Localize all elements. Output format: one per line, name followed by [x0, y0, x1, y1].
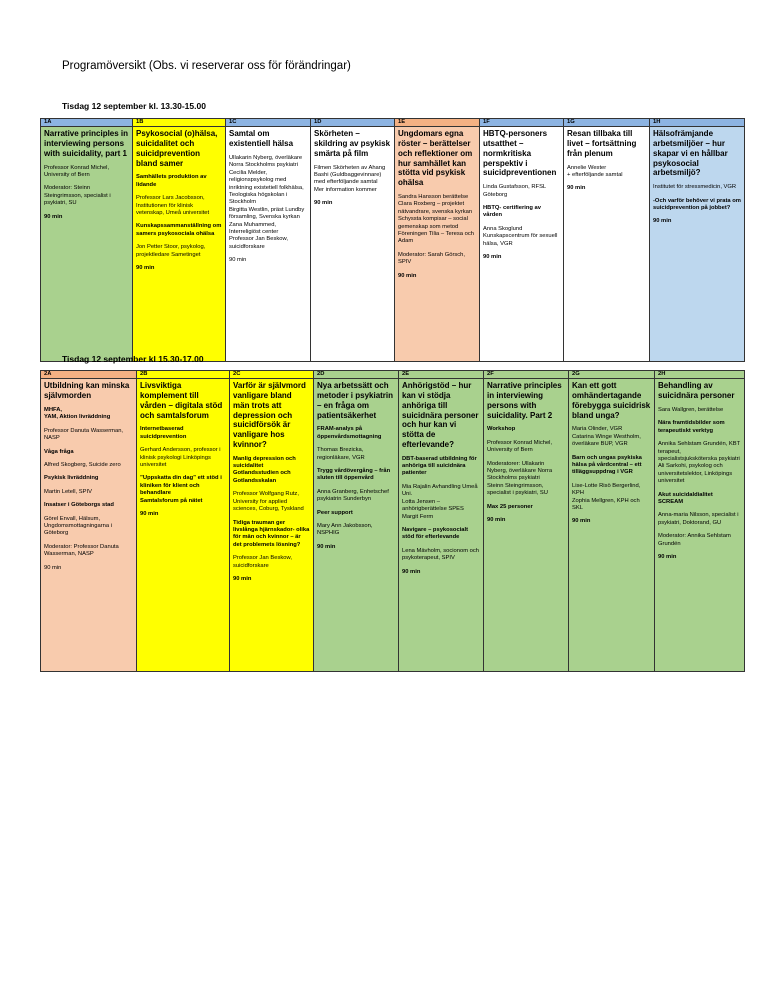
session-title: Psykosocial (o)hälsa, suicidalitet och suicidprevention bland samer	[136, 129, 218, 168]
speaker-info: Professor Danuta Wasserman, NASP	[44, 427, 124, 442]
speaker-info: Moderatorer: Ullakarin Nyberg, överläkare Norra Stockholms psykiatri	[487, 460, 553, 482]
session-title: Samtal om existentiell hälsa	[229, 129, 294, 149]
talk-title: Internetbaserad suicidprevention	[140, 426, 187, 440]
session1-grid	[40, 118, 745, 362]
duration-label: 90 min	[233, 575, 252, 582]
speaker-info: Jon Petter Stoor, psykolog, projektledare Sametinget	[136, 244, 206, 258]
col-code-2G: 2G	[569, 371, 655, 379]
session-cell-1D	[311, 127, 395, 362]
session-title: Resan tillbaka till livet – fortsättning från plenum	[567, 129, 637, 158]
duration-label: 90 min	[44, 564, 62, 571]
speaker-info: Steinn Steingrimsson, specialist i psykiatri, SU	[487, 482, 548, 497]
speaker-info: Margit Ferm	[402, 513, 434, 520]
session-cell-2B	[137, 379, 230, 672]
speaker-info: Anna-maria Nilsson, specialist i psykiatri, Doktorand, GU	[658, 512, 739, 526]
session2-content-row	[41, 379, 745, 672]
speaker-info: Sara Wallgren, berättelse	[658, 406, 724, 413]
talk-title: Workshop	[487, 426, 516, 433]
session2-title: Tisdag 12 september kl 15.30-17.00	[62, 354, 204, 364]
session-cell-2E	[399, 379, 484, 672]
speaker-info: Maria Olinder, VGR	[572, 426, 623, 433]
speaker-info: Mary Ann Jakobsson, NSPHIG	[317, 523, 373, 537]
col-code-2D: 2D	[314, 371, 399, 379]
duration-label: 90 min	[44, 213, 63, 220]
duration-label: 90 min	[483, 254, 502, 260]
duration-label: 90 min	[229, 257, 247, 264]
duration-label: 90 min	[402, 568, 421, 575]
session-cell-1E	[395, 127, 480, 362]
session-cell-1G	[564, 127, 650, 362]
session-title: HBTQ-personers utsatthet – normkritiska perspektiv i suicidpreventionen	[483, 129, 557, 178]
speaker-info: Anna Granberg, Enhetschef psykiatrin Sunderbyn	[317, 488, 389, 503]
col-code-2B: 2B	[137, 371, 230, 379]
speaker-info: Anna Skoglund Kunskapscentrum för sexuell hälsa, VGR	[483, 225, 558, 247]
col-code-2C: 2C	[230, 371, 314, 379]
talk-title: Manlig depression och suicidalitet	[233, 455, 296, 470]
speaker-info: Mer information kommer	[314, 186, 377, 193]
talk-title: Samtalsforum på nätet	[140, 497, 203, 504]
session-title: Varför är självmord vanligare bland män trots att depression och suicidförsök är vanligare hos kvinnor?	[233, 381, 306, 449]
session-cell-2C	[230, 379, 314, 672]
speaker-info: Cecilia Melder, religionspsykolog med inriktning existetiell folkhälsa, Teologiska högskolan i Stockholm	[229, 169, 304, 206]
speaker-info: Moderator: Annika Sehlstam Grundén	[658, 533, 731, 547]
speaker-info: Görel Envall, Hälsum, Ungdomsmottagningarna i Göteborg	[44, 515, 112, 537]
col-code-1H: 1H	[650, 119, 745, 127]
speaker-info: Professor Konrad Michel, University of Bern	[487, 439, 553, 454]
session-cell-1F	[480, 127, 564, 362]
session-cell-1A	[41, 127, 133, 362]
talk-title: Nära framtidsbilder som terapeutiskt verktyg	[658, 420, 725, 434]
talk-title: Kunskapssammanställning om samers psykosociala ohälsa	[136, 223, 222, 237]
col-code-1A: 1A	[41, 119, 133, 127]
speaker-info: Catarina Winge Westholm, överläkare BUP, VGR	[572, 433, 641, 448]
duration-label: 90 min	[317, 543, 336, 550]
session-title: Narrative principles in interviewing persons with suicidality. Part 2	[487, 381, 562, 420]
col-code-2E: 2E	[399, 371, 484, 379]
talk-title: Våga fråga	[44, 448, 74, 455]
col-code-2H: 2H	[655, 371, 745, 379]
talk-title: FRAM-analys på öppenvårdsmottagning	[317, 426, 382, 440]
talk-title: ”Uppskatta din dag” ett stöd i kliniken för klient och behandlare	[140, 475, 222, 497]
session1-title: Tisdag 12 september kl. 13.30-15.00	[62, 101, 206, 111]
speaker-info: Professor Konrad Michel, University of Bern	[44, 164, 110, 179]
session-cell-2F	[484, 379, 569, 672]
speaker-info: Moderator: Sarah Görsch, SPIV	[398, 251, 466, 266]
speaker-info: Föreningen Tilia – Teresa och Adam	[398, 230, 474, 245]
talk-title: Gotlandsstudien och Gotlandsskalan	[233, 470, 291, 484]
duration-label: 90 min	[487, 517, 506, 524]
session-title: Hälsofrämjande arbetsmiljöer – hur skapar vi en hållbar psykosocial arbetsmiljö?	[653, 129, 728, 178]
talk-title: DBT-baserad utbildning för anhöriga till suicidnära patienter	[402, 455, 477, 477]
talk-title: Psykisk livräddning	[44, 475, 99, 482]
session-cell-1H	[650, 127, 745, 362]
session-cell-2A	[41, 379, 137, 672]
speaker-info: Lena Mävholm, socionom och psykoterapeut, SPIV	[402, 547, 480, 562]
session-title: Skörheten – skildring av psykisk smärta på film	[314, 129, 391, 158]
session-title: Narrative principles in interviewing persons with suicidality, part 1	[44, 129, 129, 158]
session2-grid	[40, 370, 745, 672]
session-title: Utbildning kan minska självmorden	[44, 381, 130, 401]
talk-title: MHFA,	[44, 406, 63, 413]
talk-title: Insatser i Göteborgs stad	[44, 502, 114, 509]
talk-title: Peer support	[317, 509, 353, 516]
speaker-info: Professor Lars Jacobsson, Institutionen för klinisk vetenskap, Umeå universitet	[136, 195, 210, 217]
duration-label: 90 min	[567, 185, 586, 192]
speaker-info: Zana Muhammed, Interreligiöst center	[229, 221, 279, 235]
duration-label: 90 min	[314, 200, 333, 207]
talk-title: Max 25 personer	[487, 503, 533, 510]
talk-title: SCREAM	[658, 498, 684, 505]
talk-title: HBTQ- certifiering av vården	[483, 204, 541, 219]
session-title: Kan ett gott omhändertagande förebygga suicidrisk bland unga?	[572, 381, 651, 420]
col-code-1C: 1C	[226, 119, 311, 127]
speaker-info: Sandra Hansson berättelse	[398, 193, 469, 200]
speaker-info: Clara Roxberg – projektet nätvandrare, svenska kyrkan	[398, 201, 473, 215]
session-title: Anhörigstöd – hur kan vi stödja anhöriga till suicidnära personer och hur kan vi stötta de efterlevande?	[402, 381, 479, 449]
session-cell-1B	[133, 127, 226, 362]
speaker-info: Gerhard Andersson, professor i klinisk psykologi Linköpings universitet	[140, 447, 221, 469]
session-cell-2D	[314, 379, 399, 672]
duration-label: 90 min	[658, 554, 677, 560]
session2-header-row	[41, 371, 745, 379]
speaker-info: Lotta Jensen – anhörigberättelse SPES	[402, 498, 464, 513]
duration-label: 90 min	[140, 511, 159, 518]
talk-title: Trygg vårdövergång – från sluten till öppenvård	[317, 468, 391, 482]
speaker-info: Zophia Mellgren, KPH och SKL	[572, 497, 640, 512]
speaker-info: Ullakarin Nyberg, överläkare Norra Stockholms psykiatri	[229, 154, 303, 169]
talk-title: Tidiga trauman ger livslånga hjärnskador- olika för män och kvinnor – är det problemets lösning?	[233, 519, 310, 548]
col-code-1D: 1D	[311, 119, 395, 127]
speaker-info: Linda Gustafsson, RFSL Göteborg	[483, 184, 546, 198]
speaker-info: Ali Sarkohi, psykolog och universitetslektor, Linköpings universitet	[658, 463, 733, 485]
session-title: Behandling av suicidnära personer	[658, 381, 735, 401]
speaker-info: Lise-Lotte Risö Bergerlind, KPH	[572, 482, 641, 497]
session-cell-2G	[569, 379, 655, 672]
col-code-1B: 1B	[133, 119, 226, 127]
talk-title: -Och varför behöver vi prata om suicidprevention på jobbet?	[653, 197, 741, 211]
speaker-info: Alfred Skogberg, Suicide zero	[44, 461, 121, 468]
talk-title: Samhällets produktion av lidande	[136, 174, 207, 188]
speaker-info: Professor Jan Beskow, suicidforskare	[233, 555, 292, 569]
speaker-info: Institutet för stressmedicin, VGR	[653, 184, 737, 191]
duration-label: 90 min	[398, 272, 417, 279]
talk-title: Barn och ungas psykiska hälsa på vårdcentral – ett tilläggsuppdrag i VGR	[572, 454, 642, 476]
session1-header-row	[41, 119, 745, 127]
speaker-info: Professor Wolfgang Rutz, University for applied sciences, Coburg, Tyskland	[233, 491, 304, 513]
speaker-info: Annelie Wester	[567, 164, 607, 171]
page-title: Programöversikt (Obs. vi reserverar oss för förändringar)	[62, 60, 351, 72]
session-title: Nya arbetssätt och metoder i psykiatrin – en fråga om patientsäkerhet	[317, 381, 394, 420]
talk-title: Navigare – psykosocialt stöd för efterlevande	[402, 526, 469, 541]
session-cell-2H	[655, 379, 745, 672]
speaker-info: Schyssta kompisar – social gemenskap som metod	[398, 216, 468, 230]
speaker-info: Thomas Brezicka, regionläkare, VGR	[317, 447, 365, 461]
duration-label: 90 min	[653, 218, 672, 225]
session-title: Ungdomars egna röster – berättelser och reflektioner om hur samhället kan stötta vid psykisk ohälsa	[398, 129, 473, 188]
session1-content-row	[41, 127, 745, 362]
session-title: Livsviktiga komplement till vården – digitala stöd och samtalsforum	[140, 381, 223, 420]
session-cell-1C	[226, 127, 311, 362]
speaker-info: Birgitta Westlin, präst Lundby församling, Svenska kyrkan	[229, 206, 305, 221]
talk-title: Akut suicidaldialitet	[658, 491, 713, 498]
speaker-info: + efterföljande samtal	[567, 172, 623, 179]
duration-label: 90 min	[572, 518, 591, 525]
col-code-1F: 1F	[480, 119, 564, 127]
talk-title: YAM, Aktion livräddning	[44, 414, 111, 421]
col-code-1G: 1G	[564, 119, 650, 127]
speaker-info: Professor Jan Beskow, suicidforskare	[229, 236, 288, 250]
speaker-info: Martin Letell, SPIV	[44, 488, 93, 495]
duration-label: 90 min	[136, 265, 155, 272]
col-code-2F: 2F	[484, 371, 569, 379]
speaker-info: Moderator: Professor Danuta Wasserman, NASP	[44, 543, 119, 558]
speaker-info: Mia Rajalin Avhandling Umeå Uni.	[402, 483, 478, 498]
speaker-info: Annika Sehlstam Grundén, KBT terapeut, specialistsjuksköterska psykiatri	[658, 441, 741, 462]
col-code-1E: 1E	[395, 119, 480, 127]
col-code-2A: 2A	[41, 371, 137, 379]
speaker-info: Moderator: Steinn Steingrimsson, specialist i psykiatri, SU	[44, 185, 111, 207]
speaker-info: Filmen Skörheten av Ahang Bashi (Guldbaggevinnare) med efterföljande samtal	[314, 164, 386, 186]
